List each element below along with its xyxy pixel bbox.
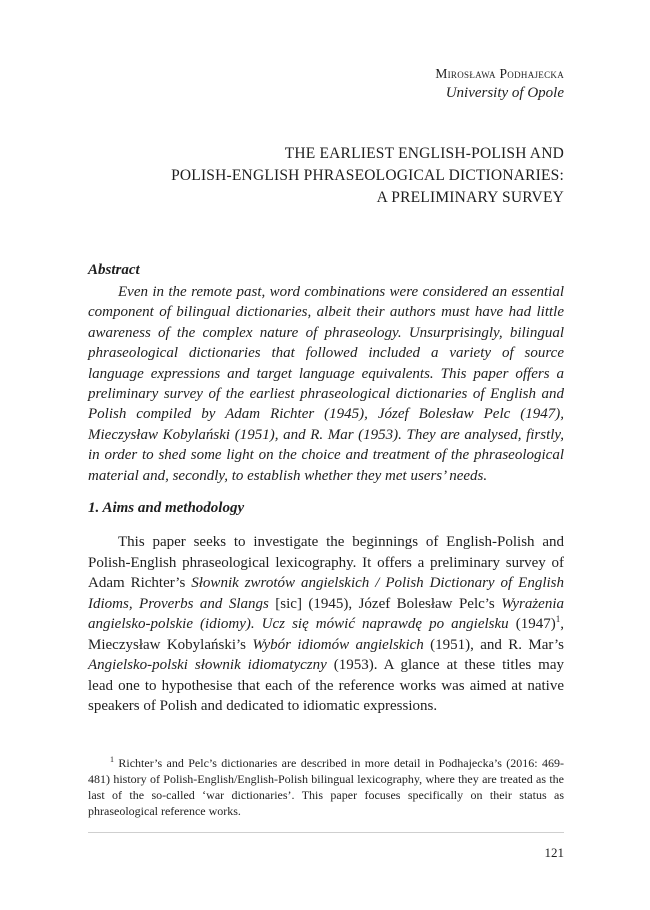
author-first-name: Mirosława xyxy=(435,66,496,81)
footnote-ref[interactable]: 1 xyxy=(555,614,561,624)
footnote-text: Richter’s and Pelc’s dictionaries are described in more detail in Podhajecka’s (2016: 469-481) history of Polish-English/English-Polish bilingual lexicography, where they are treated as the last of the so-called ‘war dictionaries’. This paper focuses specifically on their status as phraseological reference works. xyxy=(88,756,564,818)
abstract-text: Even in the remote past, word combinations were considered an essential component of bilingual dictionaries, albeit their authors must have had little awareness of the complex nature of phraseology. Unsurprisingly, bilingual phraseological dictionaries that followed included a variety of source language expressions and target language equivalents. This paper offers a preliminary survey of the earliest phraseological dictionaries of English and Polish compiled by Adam Richter (1945), Józef Bolesław Pelc (1947), Mieczysław Kobylański (1951), and R. Mar (1953). They are analysed, firstly, in order to shed some light on the choice and treatment of the phraseological material and, secondly, to establish whether they met users’ needs. xyxy=(88,284,564,484)
footnote xyxy=(88,755,564,819)
body-text: (1947) xyxy=(508,616,556,632)
body-text: , Mieczysław Kobylański’s xyxy=(88,616,564,653)
paper-title xyxy=(171,143,564,209)
book-title-richter: Słownik zwrotów angielskich / Polish Dictionary of English Idioms, Proverbs and Slangs xyxy=(88,575,564,612)
footnote-marker: 1 xyxy=(110,755,114,764)
abstract-heading: Abstract xyxy=(88,262,140,278)
section-heading: 1. Aims and methodology xyxy=(88,500,245,516)
body-text: (1953). A glance at these titles may lead one to hypothesise that each of the reference works was aimed at native speakers of Polish and dedicated to idiomatic expressions. xyxy=(88,657,564,714)
title-line: A PRELIMINARY SURVEY xyxy=(376,189,564,206)
book-title-kobylanski: Wybór idiomów angielskich xyxy=(252,636,424,653)
body-text: [sic] (1945), Józef Bolesław Pelc’s xyxy=(268,595,502,612)
author-last-name: Podhajecka xyxy=(499,66,564,81)
title-line: THE EARLIEST ENGLISH-POLISH AND xyxy=(284,145,564,162)
book-title-pelc: Wyrażenia angielsko-polskie (idiomy). Ucz się mówić naprawdę po angielsku xyxy=(88,595,564,632)
body-text: (1951), and R. Mar’s xyxy=(423,636,564,653)
page-number: 121 xyxy=(544,845,564,860)
author-affiliation: University of Opole xyxy=(445,85,564,101)
title-line: POLISH-ENGLISH PHRASEOLOGICAL DICTIONARIES: xyxy=(171,167,564,184)
footer-divider xyxy=(88,832,564,833)
book-title-mar: Angielsko-polski słownik idiomatyczny xyxy=(88,657,327,673)
author-name xyxy=(435,66,564,82)
body-paragraph xyxy=(88,532,564,717)
body-text: This paper seeks to investigate the beginnings of English-Polish and Polish-English phraseological lexicography. It offers a preliminary survey of Adam Richter’s xyxy=(88,534,564,591)
